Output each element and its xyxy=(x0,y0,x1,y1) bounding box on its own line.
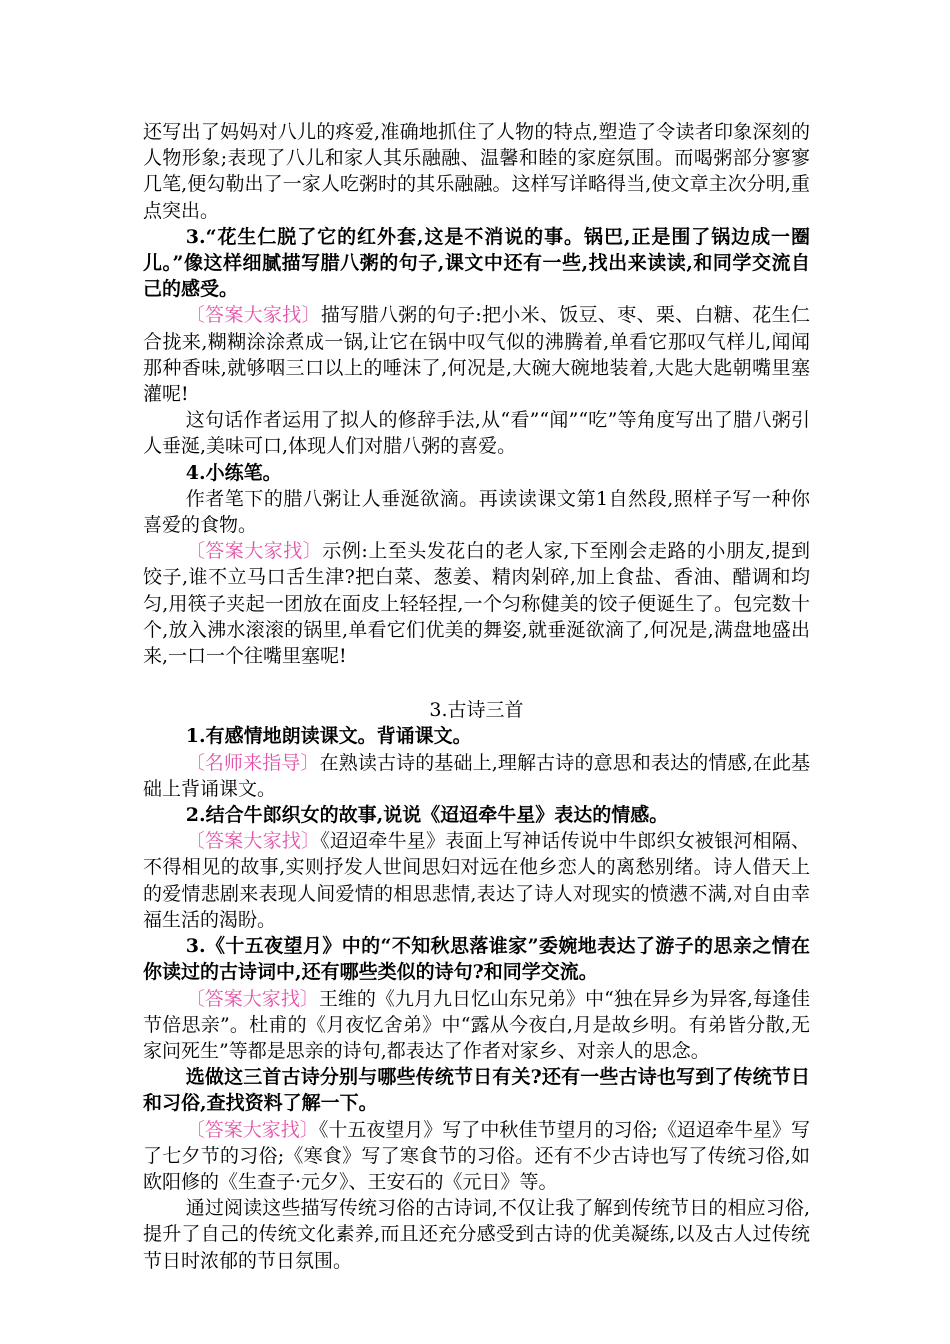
s3-answer-2-text: 《迢迢牵牛星》表面上写神话传说中牛郎织女被银河相隔、不得相见的故事,实则抒发人世间思妇对远在他乡恋人的离愁别绪。诗人借天上的爱情悲剧来表现人间爱情的相思悲情,表达了诗人对现实的愤懑不满,对自由幸福生活的渴盼。 xyxy=(143,830,810,931)
s3-question-2: 2.结合牛郎织女的故事,说说《迢迢牵牛星》表达的情感。 xyxy=(185,804,669,827)
section-3-title: 3.古诗三首 xyxy=(429,699,524,722)
s3-answer-4-reflection: 通过阅读这些描写传统习俗的古诗词,不仅让我了解到传统节日的相应习俗,提升了自己的传统文化素养,而且还充分感受到古诗的优美凝练,以及古人过传统节日时浓郁的节日氛围。 xyxy=(143,1197,810,1272)
answer-3-text: 描写腊八粥的句子:把小米、饭豆、枣、栗、白糖、花生仁合拢来,糊糊涂涂煮成一锅,让它在锅中叹气似的沸腾着,单看它那叹气样儿,闻闻那种香味,就够咽三口以上的唾沫了,何况是,大碗大碗地装着,大匙大匙朝嘴里塞灌呢! xyxy=(143,304,810,406)
question-3: 3.“花生仁脱了它的红外套,这是不消说的事。锅巴,正是围了锅边成一圈儿。”像这样细腻描写腊八粥的句子,课文中还有一些,找出来读读,和同学交流自己的感受。 xyxy=(143,225,810,301)
answer-4-text: 示例:上至头发花白的老人家,下至刚会走路的小朋友,提到饺子,谁不立马口舌生津?把白菜、葱姜、精肉剁碎,加上食盐、香油、醋调和均匀,用筷子夹起一团放在面皮上轻轻捏,一个匀称健美的饺子便诞生了。包完数十个,放入沸水滚滚的锅里,单看它们优美的舞姿,就垂涎欲滴了,何况是,满盘地盛出来,一口一个往嘴里塞呢! xyxy=(143,540,810,668)
answer-tag: 〔答案大家找〕 xyxy=(185,830,321,853)
answer-tag: 〔答案大家找〕 xyxy=(185,304,321,327)
s3-answer-1-text: 在熟读古诗的基础上,理解古诗的意思和表达的情感,在此基础上背诵课文。 xyxy=(143,751,810,800)
answer-tag: 〔答案大家找〕 xyxy=(185,1118,319,1141)
section2-continuation: 还写出了妈妈对八儿的疼爱,准确地抓住了人物的特点,塑造了令读者印象深刻的人物形象;表现了八儿和家人其乐融融、温馨和睦的家庭氛围。而喝粥部分寥寥几笔,便勾勒出了一家人吃粥时的其乐融融。这样写详略得当,使文章主次分明,重点突出。 xyxy=(143,121,810,222)
s3-answer-4-text: 《十五夜望月》写了中秋佳节望月的习俗;《迢迢牵牛星》写了七夕节的习俗;《寒食》写了寒食节的习俗。还有不少古诗也写了传统习俗,如欧阳修的《生查子·元夕》、王安石的《元日》等。 xyxy=(143,1118,810,1193)
s3-answer-3-text: 王维的《九月九日忆山东兄弟》中“独在异乡为异客,每逢佳节倍思亲”。杜甫的《月夜忆舍弟》中“露从今夜白,月是故乡明。有弟皆分散,无家问死生”等都是思亲的诗句,都表达了作者对家乡、对亲人的思念。 xyxy=(143,987,810,1062)
s3-question-1: 1.有感情地朗读课文。背诵课文。 xyxy=(185,725,472,748)
answer-tag: 〔答案大家找〕 xyxy=(185,987,319,1010)
answer-3-analysis: 这句话作者运用了拟人的修辞手法,从“看”“闻”“吃”等角度写出了腊八粥引人垂涎,美味可口,体现人们对腊八粥的喜爱。 xyxy=(143,409,810,458)
section-spacer xyxy=(143,669,810,697)
document-page xyxy=(143,119,810,1274)
s3-question-3: 3.《十五夜望月》中的“不知秋思落谁家”委婉地表达了游子的思亲之情在你读过的古诗词中,还有哪些类似的诗句?和同学交流。 xyxy=(143,935,810,984)
s3-answer-4 xyxy=(143,1117,810,1196)
answer-3 xyxy=(143,302,810,407)
s3-answer-1 xyxy=(143,750,810,802)
s3-answer-3 xyxy=(143,986,810,1065)
s3-answer-2 xyxy=(143,828,810,933)
answer-4 xyxy=(143,538,810,669)
question-4: 4.小练笔。 xyxy=(185,461,282,484)
guide-tag: 〔名师来指导〕 xyxy=(185,751,320,774)
answer-tag: 〔答案大家找〕 xyxy=(185,540,323,563)
s3-question-4: 选做这三首古诗分别与哪些传统节日有关?还有一些古诗也写到了传统节日和习俗,查找资料了解一下。 xyxy=(143,1066,810,1115)
question-4-description: 作者笔下的腊八粥让人垂涎欲滴。再读读课文第1自然段,照样子写一种你喜爱的食物。 xyxy=(143,487,810,537)
